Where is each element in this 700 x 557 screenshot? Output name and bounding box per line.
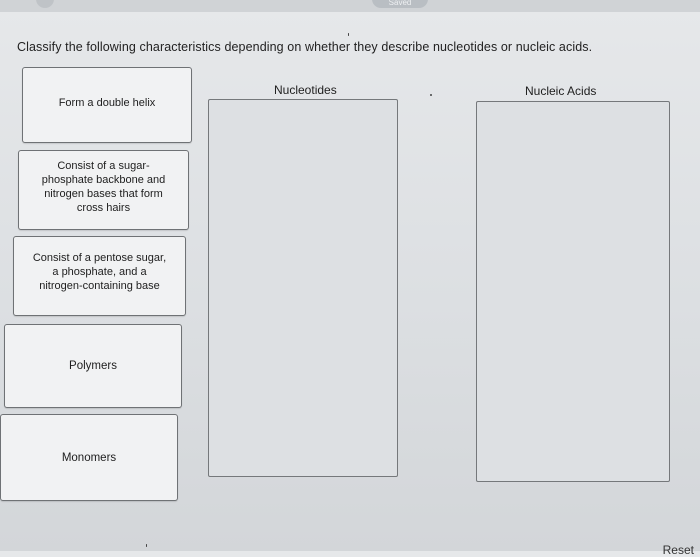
draggable-card-pentose-sugar[interactable] xyxy=(13,236,186,316)
instruction-text: Classify the following characteristics depending on whether they describe nucleotides or nucleic acids. xyxy=(17,40,593,54)
saved-badge: Saved xyxy=(372,0,428,8)
nucleic-acids-column-label: Nucleic Acids xyxy=(525,84,597,98)
reset-button[interactable]: Reset xyxy=(662,543,694,557)
card-label: Polymers xyxy=(69,360,117,372)
card-label: Form a double helix xyxy=(58,97,156,109)
nucleotides-column-label: Nucleotides xyxy=(274,83,337,97)
top-bar xyxy=(0,0,700,12)
draggable-card-sugar-phosphate-backbone[interactable] xyxy=(18,150,189,230)
card-label: Consist of a pentose sugar, a phosphate, and a nitrogen-containing base xyxy=(32,252,167,292)
speck-mark xyxy=(348,33,349,36)
card-label: Consist of a sugar- phosphate backbone and nitrogen bases that form cross hairs xyxy=(41,160,166,214)
draggable-card-polymers[interactable] xyxy=(4,324,182,408)
nucleic-acids-drop-zone[interactable] xyxy=(476,101,670,482)
draggable-card-monomers[interactable] xyxy=(0,414,178,501)
speck-mark xyxy=(146,544,147,547)
card-label: Monomers xyxy=(61,451,117,464)
draggable-card-double-helix[interactable] xyxy=(22,67,192,143)
nucleotides-drop-zone[interactable] xyxy=(208,99,398,477)
status-icon xyxy=(36,0,54,8)
speck-mark xyxy=(430,94,432,96)
